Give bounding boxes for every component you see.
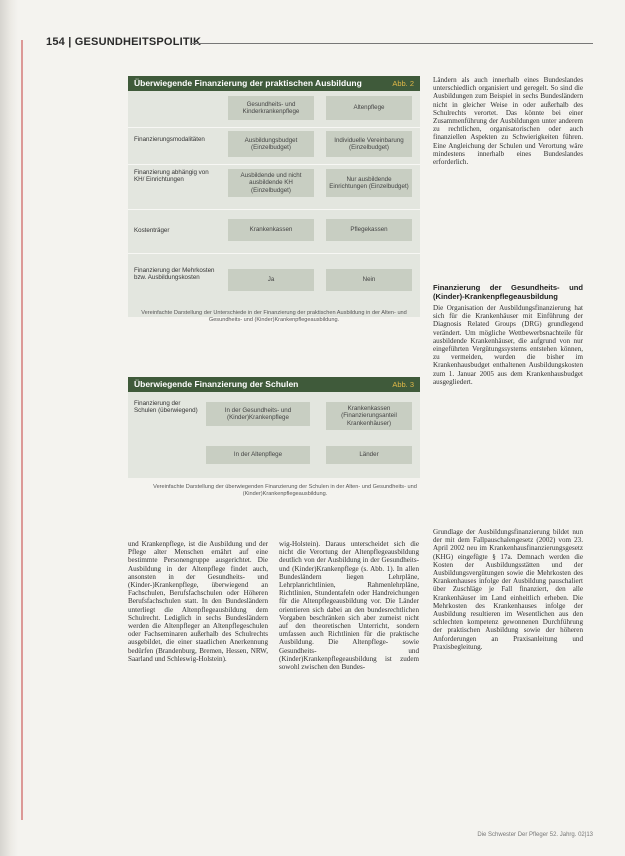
right-column-text-bottom: Grundlage der Ausbildungsfinanzierung bildet nun der mit dem Fallpauschalengesetz (2002) vom 23. April 2002 neu im Krankenhausfinanzierungsgesetz (KHG) eingefügte § 17a. Demnach werden die Kosten der Ausbildungsstätten und der Ausbildungsvergütungen sowie die Mehrkosten des Krankenhauses infolge der Ausbildung pauschaliert über Zuschläge je Fall finanziert, den alle Krankenhäuser im Land einheitlich erheben. Die Mehrkosten des Krankenhauses infolge der Ausbildung resultieren im Wesentlichen aus den schlechten kompetenz gewonnenen Durchführung der praktischen Ausbildung sowie der höheren Anforderungen an Praxisanleitung und Praxisbegleitung. xyxy=(433,528,583,651)
col-head-nursing: Gesundheits- und Kinderkrankenpflege xyxy=(228,96,314,120)
cell: Ja xyxy=(228,269,314,291)
figure-number: Abb. 3 xyxy=(392,380,414,389)
right-column-section xyxy=(433,283,583,386)
row-label: Finanzierungsmodalitäten xyxy=(134,136,205,143)
page-footer: Die Schwester Der Pfleger 52. Jahrg. 02|13 xyxy=(477,832,593,838)
left-column-text: und Krankenpflege, ist die Ausbildung und der Pflege alter Menschen ernährt auf eine bestimmte Personengruppe ausgerichtet. Die Ausbildung in der Altenpflege findet auch, ansonsten in der Gesundheits- und (Kinder-)Krankenpflege, überwiegend an Fachschulen, Berufsfachschulen oder Höheren Berufsfachschulen statt. In den Bundesländern unterliegt die Altenpflegeausbildung dem Schulrecht. Lediglich in sechs Bundesländern werden die Altenpfleger an Altenpflegeschulen oder Fachseminaren außerhalb des Schulrechts ausgebildet, die einer staatlichen Anerkennung bedürfen (Brandenburg, Bremen, Hessen, NRW, Saarland und Schleswig-Holstein). xyxy=(128,540,268,663)
margin-rule xyxy=(21,40,23,820)
row-label: Finanzierung der Mehrkosten bzw. Ausbildungskosten xyxy=(134,267,215,282)
figure-title-text: Überwiegende Finanzierung der praktischen Ausbildung xyxy=(134,78,362,88)
row-separator xyxy=(128,164,420,165)
row-separator xyxy=(128,253,420,254)
figure-number: Abb. 2 xyxy=(392,79,414,88)
row-label: Finanzierung abhängig von KH/ Einrichtungen xyxy=(134,169,209,184)
cell: Krankenkassen xyxy=(228,219,314,241)
figure-title-text: Überwiegende Finanzierung der Schulen xyxy=(134,379,299,389)
row-separator xyxy=(128,209,420,210)
cell: Ausbildende und nicht ausbildende KH (Einzelbudget) xyxy=(228,169,314,197)
cell: Ausbildungsbudget (Einzelbudget) xyxy=(228,131,314,157)
paragraph: Die Organisation der Ausbildungsfinanzierung hat sich für die Krankenhäuser mit Einführung der Diagnosis Related Groups (DRG) grundlegend verändert. Um mögliche Wettbewerbsnachteile für ausbildende Krankenhäuser, die aufgrund von nur eingeführten Vergütungssystems entstehen können, zu vermeiden, wurden die bisher im Krankenhausbudget enthaltenen Ausbildungskosten zum 1. Januar 2005 aus dem Krankenhausbudget ausgegliedert. xyxy=(433,304,583,386)
cell: In der Gesundheits- und (Kinder)Krankenpflege xyxy=(206,402,310,426)
section-heading: Finanzierung der Gesundheits- und (Kinder)-Krankenpflegeausbildung xyxy=(433,283,583,301)
header-rule xyxy=(190,43,593,44)
cell: Krankenkassen (Finanzierungsanteil Krankenhäuser) xyxy=(326,402,412,430)
figure-practical-training-financing xyxy=(128,76,420,317)
cell: In der Altenpflege xyxy=(206,446,310,464)
cell: Nein xyxy=(326,269,412,291)
figure-title xyxy=(128,377,420,392)
figure-body xyxy=(128,91,420,317)
right-column-text-top: Ländern als auch innerhalb eines Bundeslandes unterschiedlich organisiert und geregelt. So sind die Ausbildungen zum Beispiel in sechs Bundesländern nicht in gleicher Weise in oder außerhalb des Schulrechts verortet. Das könnte bei einer Zusammenführung der Ausbildungen unter anderem zu rechtlichen, organisatorischen oder auch finanziellen Aspekten zu Schwierigkeiten führen. Eine Angleichung der Schulen und Verortung wäre mindestens innerhalb eines Bundeslandes erforderlich. xyxy=(433,76,583,167)
cell: Pflegekassen xyxy=(326,219,412,241)
figure-caption: Vereinfachte Darstellung der Unterschiede in der Finanzierung der praktischen Ausbildung in der Alten- und Gesundheits- und (Kinder)Krankenpflegeausbildung. xyxy=(141,310,407,323)
figure-title xyxy=(128,76,420,91)
cell: Nur ausbildende Einrichtungen (Einzelbudget) xyxy=(326,169,412,197)
figure-school-financing xyxy=(128,377,420,478)
figure-body xyxy=(128,392,420,478)
page-binding-shadow xyxy=(0,0,18,856)
row-label: Finanzierung der Schulen (überwiegend) xyxy=(134,400,198,415)
cell: Individuelle Vereinbarung (Einzelbudget) xyxy=(326,131,412,157)
middle-column-text: wig-Holstein). Daraus unterscheidet sich die nicht die Verortung der Altenpflegeausbildung deutlich von der Ausbildung in der Gesundheits- und (Kinder)Krankenpflege (s. Abb. 1). In allen Bundesländern liegen Lehrpläne, Lehrplanrichtlinien, Rahmenlehrpläne, Richtlinien, Stundentafeln oder Handreichungen für die Altenpflegeausbildung vor. Die Länder orientieren sich dabei an den bundesrechtlichen Vorgaben beschränken sich aber zumeist nicht auf den theoretischen Unterricht, sondern umfassen auch Richtlinien für die praktische Ausbildung. Die Altenpflege- sowie Gesundheits- und (Kinder)Krankenpflegeausbildung ist zudem sowohl zwischen den Bundes- xyxy=(279,540,419,672)
row-separator xyxy=(128,127,420,128)
page-header: 154 | GESUNDHEITSPOLITIK xyxy=(46,36,202,48)
figure-caption: Vereinfachte Darstellung der überwiegenden Finanzierung der Schulen in der Alten- und Gesundheits- und (Kinder)Krankenpflegeausbildung. xyxy=(153,484,417,497)
row-label: Kostenträger xyxy=(134,227,170,234)
col-head-elderly-care: Altenpflege xyxy=(326,96,412,120)
cell: Länder xyxy=(326,446,412,464)
